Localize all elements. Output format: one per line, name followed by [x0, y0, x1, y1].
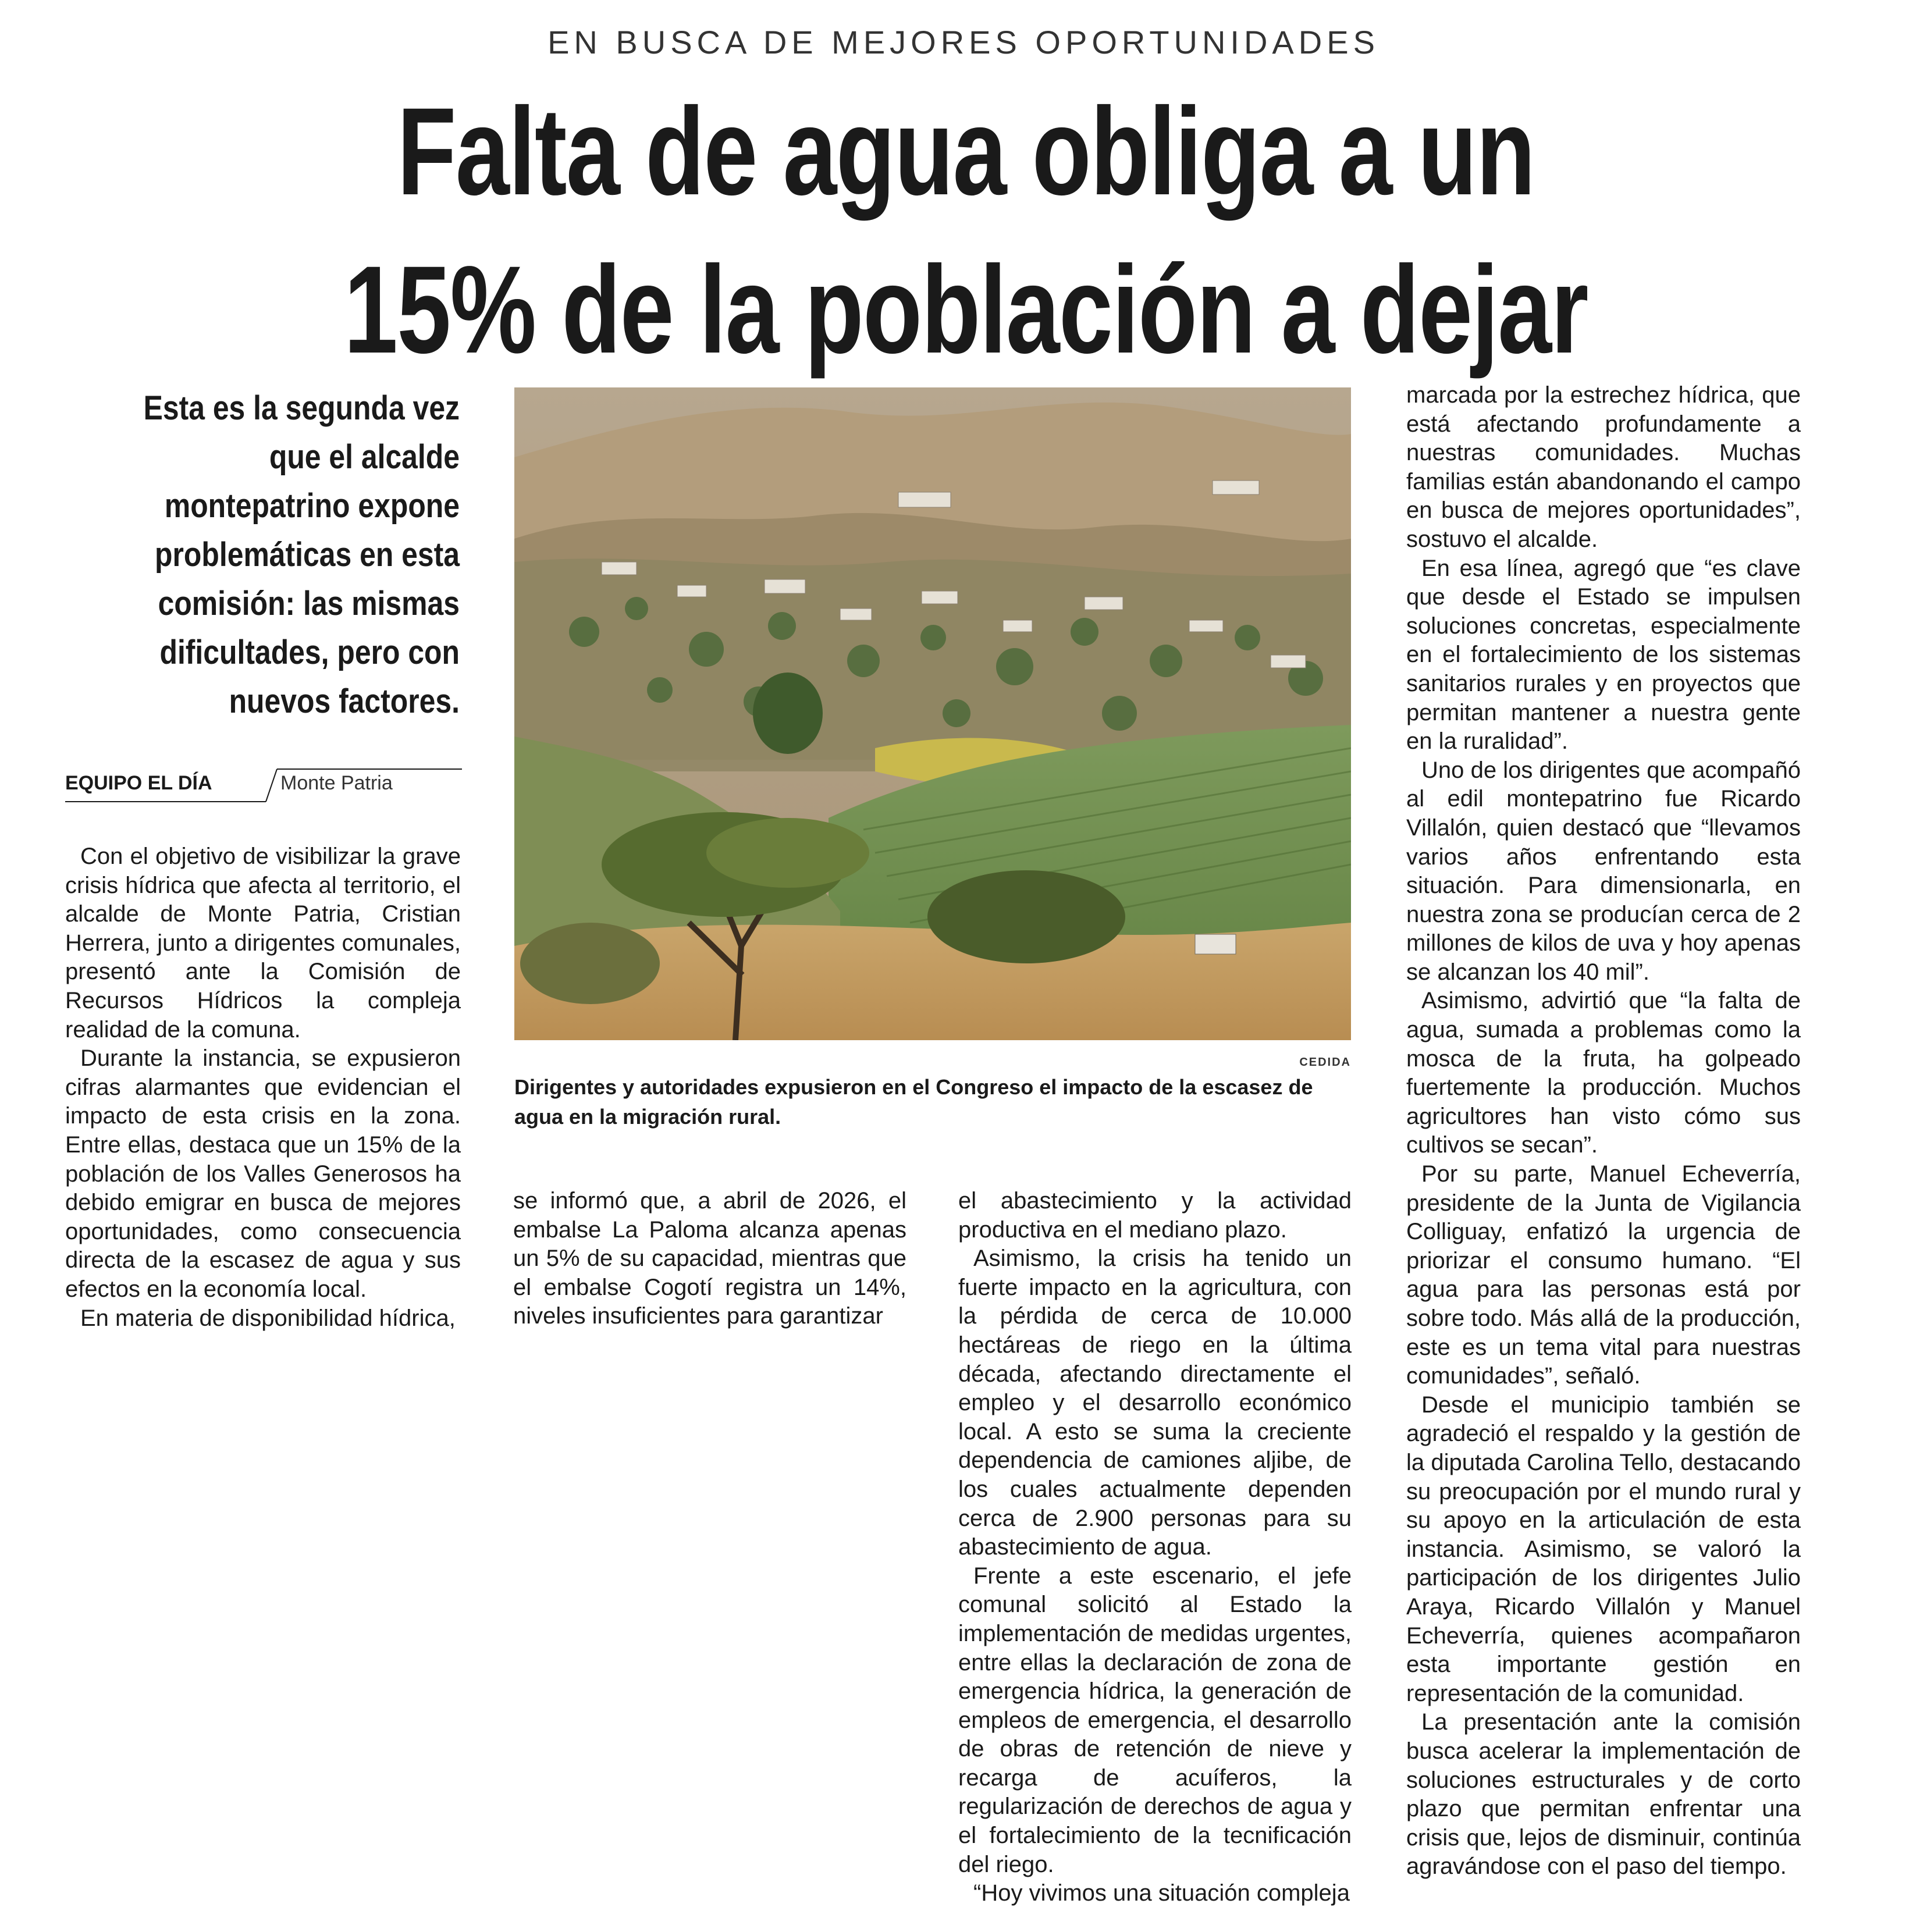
article-column-1	[65, 842, 461, 1333]
paragraph: se informó que, a abril de 2026, el embalse La Paloma alcanza apenas un 5% de su capacidad, mientras que el embalse Cogotí registra un 14%, niveles insuficientes para garantizar	[513, 1188, 906, 1329]
paragraph: “Hoy vivimos una situación compleja	[973, 1880, 1350, 1906]
article-photo	[514, 387, 1351, 1040]
byline-place: Monte Patria	[280, 772, 393, 794]
paragraph: Desde el municipio también se agradeció el respaldo y la gestión de la diputada Carolina Tello, destacando su preocupación por el mundo rural y su apoyo en la articulación de esta instancia. Asimismo, se valoró la participación de los dirigentes Julio Araya, Ricardo Villalón y Manuel Echeverría, quienes acompañaron esta importante gestión en representación de la comunidad.	[1406, 1392, 1801, 1706]
paragraph: Durante la instancia, se expusieron cifras alarmantes que evidencian el impacto de esta crisis en la zona. Entre ellas, destaca que un 15% de la población de los Valles Generosos ha debido emigrar en busca de mejores oportunidades, como consecuencia directa de la escasez de agua y sus efectos en la economía local.	[65, 1045, 461, 1302]
paragraph: Asimismo, la crisis ha tenido un fuerte impacto en la agricultura, con la pérdida de cerca de 10.000 hectáreas de riego en la última década, afectando directamente el empleo y el desarrollo económico local. A esto se suma la creciente dependencia de camiones aljibe, de los cuales actualmente dependen cerca de 2.900 personas para su abastecimiento de agua.	[958, 1246, 1352, 1560]
paragraph: Frente a este escenario, el jefe comunal solicitó al Estado la implementación de medidas urgentes, entre ellas la declaración de zona de emergencia hídrica, la generación de empleos de emergencia, el desarrollo de obras de retención de nieve y recarga de acuíferos, la regularización de derechos de agua y el fortalecimiento de la tecnificación del riego.	[958, 1563, 1352, 1877]
paragraph: En esa línea, agregó que “es clave que desde el Estado se impulsen soluciones concretas, especialmente en el fortalecimiento de los sistemas sanitarios rurales y en proyectos que permitan mantener a nuestra gente en la ruralidad”.	[1406, 555, 1801, 755]
paragraph: Por su parte, Manuel Echeverría, presidente de la Junta de Vigilancia Colliguay, enfatizó la urgencia de priorizar el consumo humano. “El agua para las personas está por sobre todo. Más allá de la producción, este es un tema vital para nuestras comunidades”, señaló.	[1406, 1161, 1801, 1389]
headline: Falta de agua obliga a un 15% de la población a dejar	[344, 82, 1588, 379]
byline-author: EQUIPO EL DÍA	[65, 772, 212, 794]
article-column-3	[958, 1187, 1352, 1908]
paragraph: marcada por la estrechez hídrica, que está afectando profundamente a nuestras comunidades. Muchas familias están abandonando el campo en busca de mejores oportunidades”, sostuvo el alcalde.	[1406, 382, 1801, 552]
photo-caption: Dirigentes y autoridades expusieron en el Congreso el impacto de la escasez de agua en la migración rural.	[514, 1075, 1313, 1129]
paragraph: La presentación ante la comisión busca acelerar la implementación de soluciones estructurales y de corto plazo que permitan enfrentar una crisis que, lejos de disminuir, continúa agravándose con el paso del tiempo.	[1406, 1709, 1801, 1880]
article-column-4	[1406, 381, 1801, 1881]
paragraph: Asimismo, advirtió que “la falta de agua, sumada a problemas como la mosca de la fruta, ha golpeado fuertemente la producción. Muchos agricultores han visto cómo sus cultivos se secan”.	[1406, 988, 1801, 1158]
paragraph: el abastecimiento y la actividad productiva en el mediano plazo.	[958, 1188, 1352, 1243]
article-deck: Esta es la segunda vez que el alcalde montepatrino expone problemáticas en esta comisión: las mismas dificultades, pero con nuevos factores.	[143, 389, 460, 720]
article-column-2	[513, 1187, 906, 1331]
section-kicker: EN BUSCA DE MEJORES OPORTUNIDADES	[547, 24, 1380, 61]
photo-credit: CEDIDA	[1299, 1056, 1351, 1069]
paragraph: Uno de los dirigentes que acompañó al edil montepatrino fue Ricardo Villalón, quien destacó que “llevamos varios años enfrentando esta situación. Para dimensionarla, en nuestra zona se producían cerca de 2 millones de kilos de uva y hoy apenas se alcanzan los 40 mil”.	[1406, 757, 1801, 985]
paragraph: Con el objetivo de visibilizar la grave crisis hídrica que afecta al territorio, el alcalde de Monte Patria, Cristian Herrera, junto a dirigentes comunales, presentó ante la Comisión de Recursos Hídricos la compleja realidad de la comuna.	[65, 844, 461, 1043]
paragraph: En materia de disponibilidad hídrica,	[80, 1305, 456, 1331]
